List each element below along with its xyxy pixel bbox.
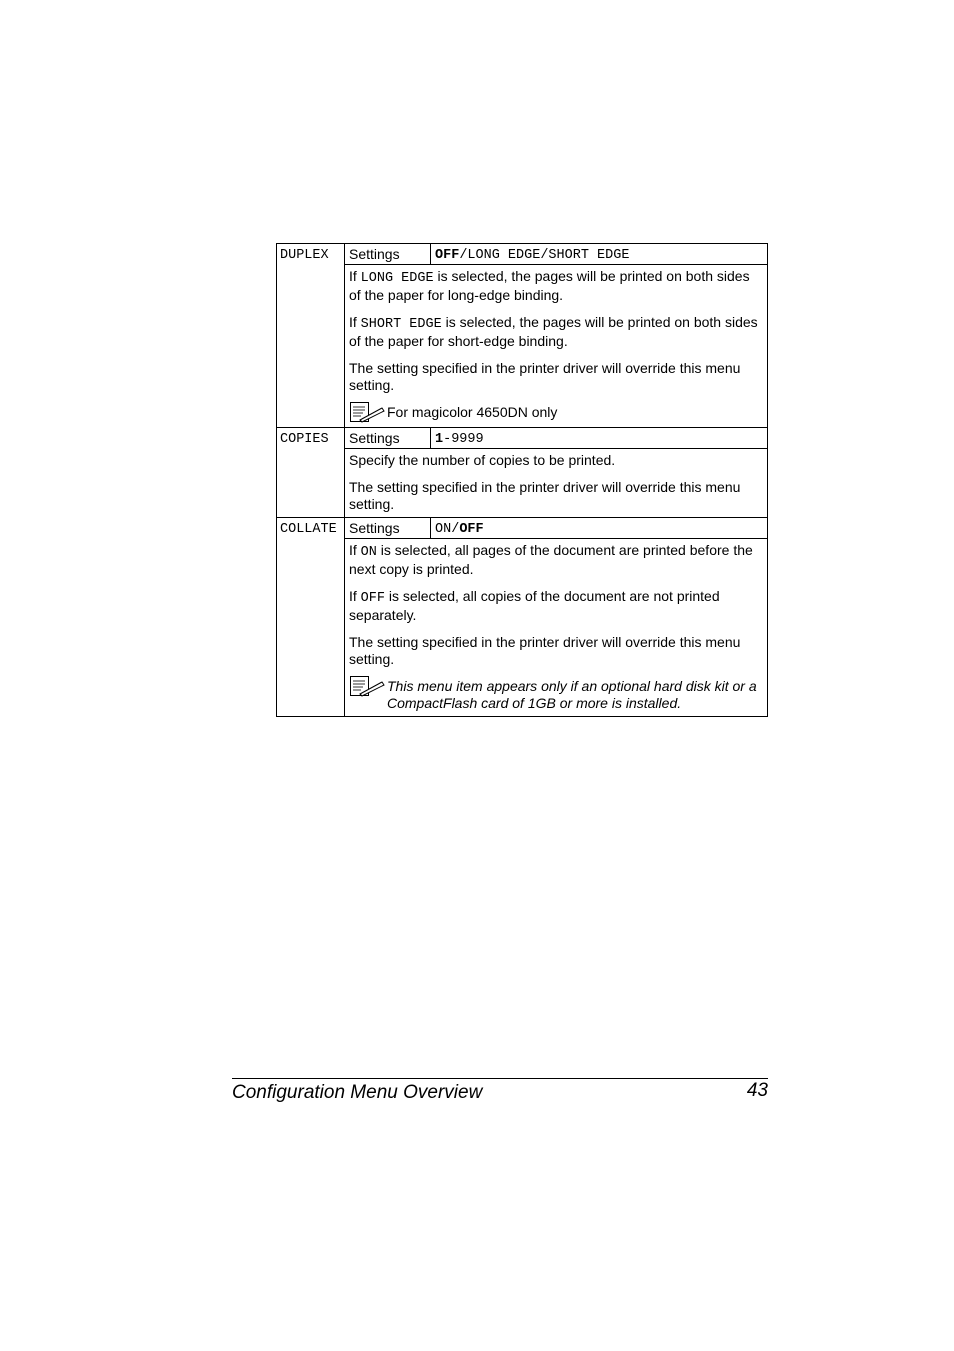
paragraph: The setting specified in the printer driver will override this menu setting. — [349, 360, 741, 393]
note — [349, 404, 764, 423]
table-row — [277, 449, 768, 518]
menu-key-collate: COLLATE — [277, 518, 345, 717]
paragraph: If LONG EDGE is selected, the pages will be printed on both sides of the paper for long-edge binding. — [349, 268, 750, 303]
inline-code: OFF — [360, 591, 385, 606]
paragraph: Specify the number of copies to be printed. — [349, 452, 616, 468]
settings-label: Settings — [345, 244, 431, 265]
description — [345, 265, 768, 428]
inline-code: ON — [360, 545, 377, 560]
default-value: OFF — [435, 248, 460, 263]
default-value: 1 — [435, 432, 444, 447]
page-number: 43 — [746, 1080, 768, 1101]
paragraph: If OFF is selected, all copies of the document are not printed separately. — [349, 588, 720, 623]
settings-label: Settings — [345, 428, 431, 449]
inline-code: LONG EDGE — [360, 271, 434, 286]
description — [345, 539, 768, 717]
note-pen-icon — [349, 401, 387, 423]
paragraph: The setting specified in the printer driver will override this menu setting. — [349, 634, 741, 667]
settings-label: Settings — [345, 518, 431, 539]
other-values: ON/ — [435, 522, 460, 537]
inline-code: SHORT EDGE — [360, 317, 442, 332]
description — [345, 449, 768, 518]
note-text: This menu item appears only if an optional hard disk kit or a CompactFlash card of 1GB or more is installed. — [387, 678, 757, 711]
default-value: OFF — [459, 522, 484, 537]
note — [349, 678, 764, 712]
footer-rule — [232, 1078, 768, 1079]
menu-key-duplex: DUPLEX — [277, 244, 345, 428]
paragraph: The setting specified in the printer driver will override this menu setting. — [349, 479, 741, 512]
note-text: For magicolor 4650DN only — [387, 404, 558, 420]
table-row — [277, 244, 768, 265]
note-pen-icon — [349, 675, 387, 697]
settings-table — [276, 243, 768, 717]
other-values: /LONG EDGE/SHORT EDGE — [459, 248, 630, 263]
paragraph: If SHORT EDGE is selected, the pages will be printed on both sides of the paper for short-edge binding. — [349, 314, 758, 349]
table-row — [277, 428, 768, 449]
settings-value — [431, 428, 768, 449]
settings-value — [431, 244, 768, 265]
table-row — [277, 518, 768, 539]
other-values: -9999 — [443, 432, 484, 447]
table-row — [277, 265, 768, 428]
settings-value — [431, 518, 768, 539]
table-row — [277, 539, 768, 717]
footer-title: Configuration Menu Overview — [232, 1082, 483, 1103]
paragraph: If ON is selected, all pages of the document are printed before the next copy is printed. — [349, 542, 753, 577]
menu-key-copies: COPIES — [277, 428, 345, 518]
